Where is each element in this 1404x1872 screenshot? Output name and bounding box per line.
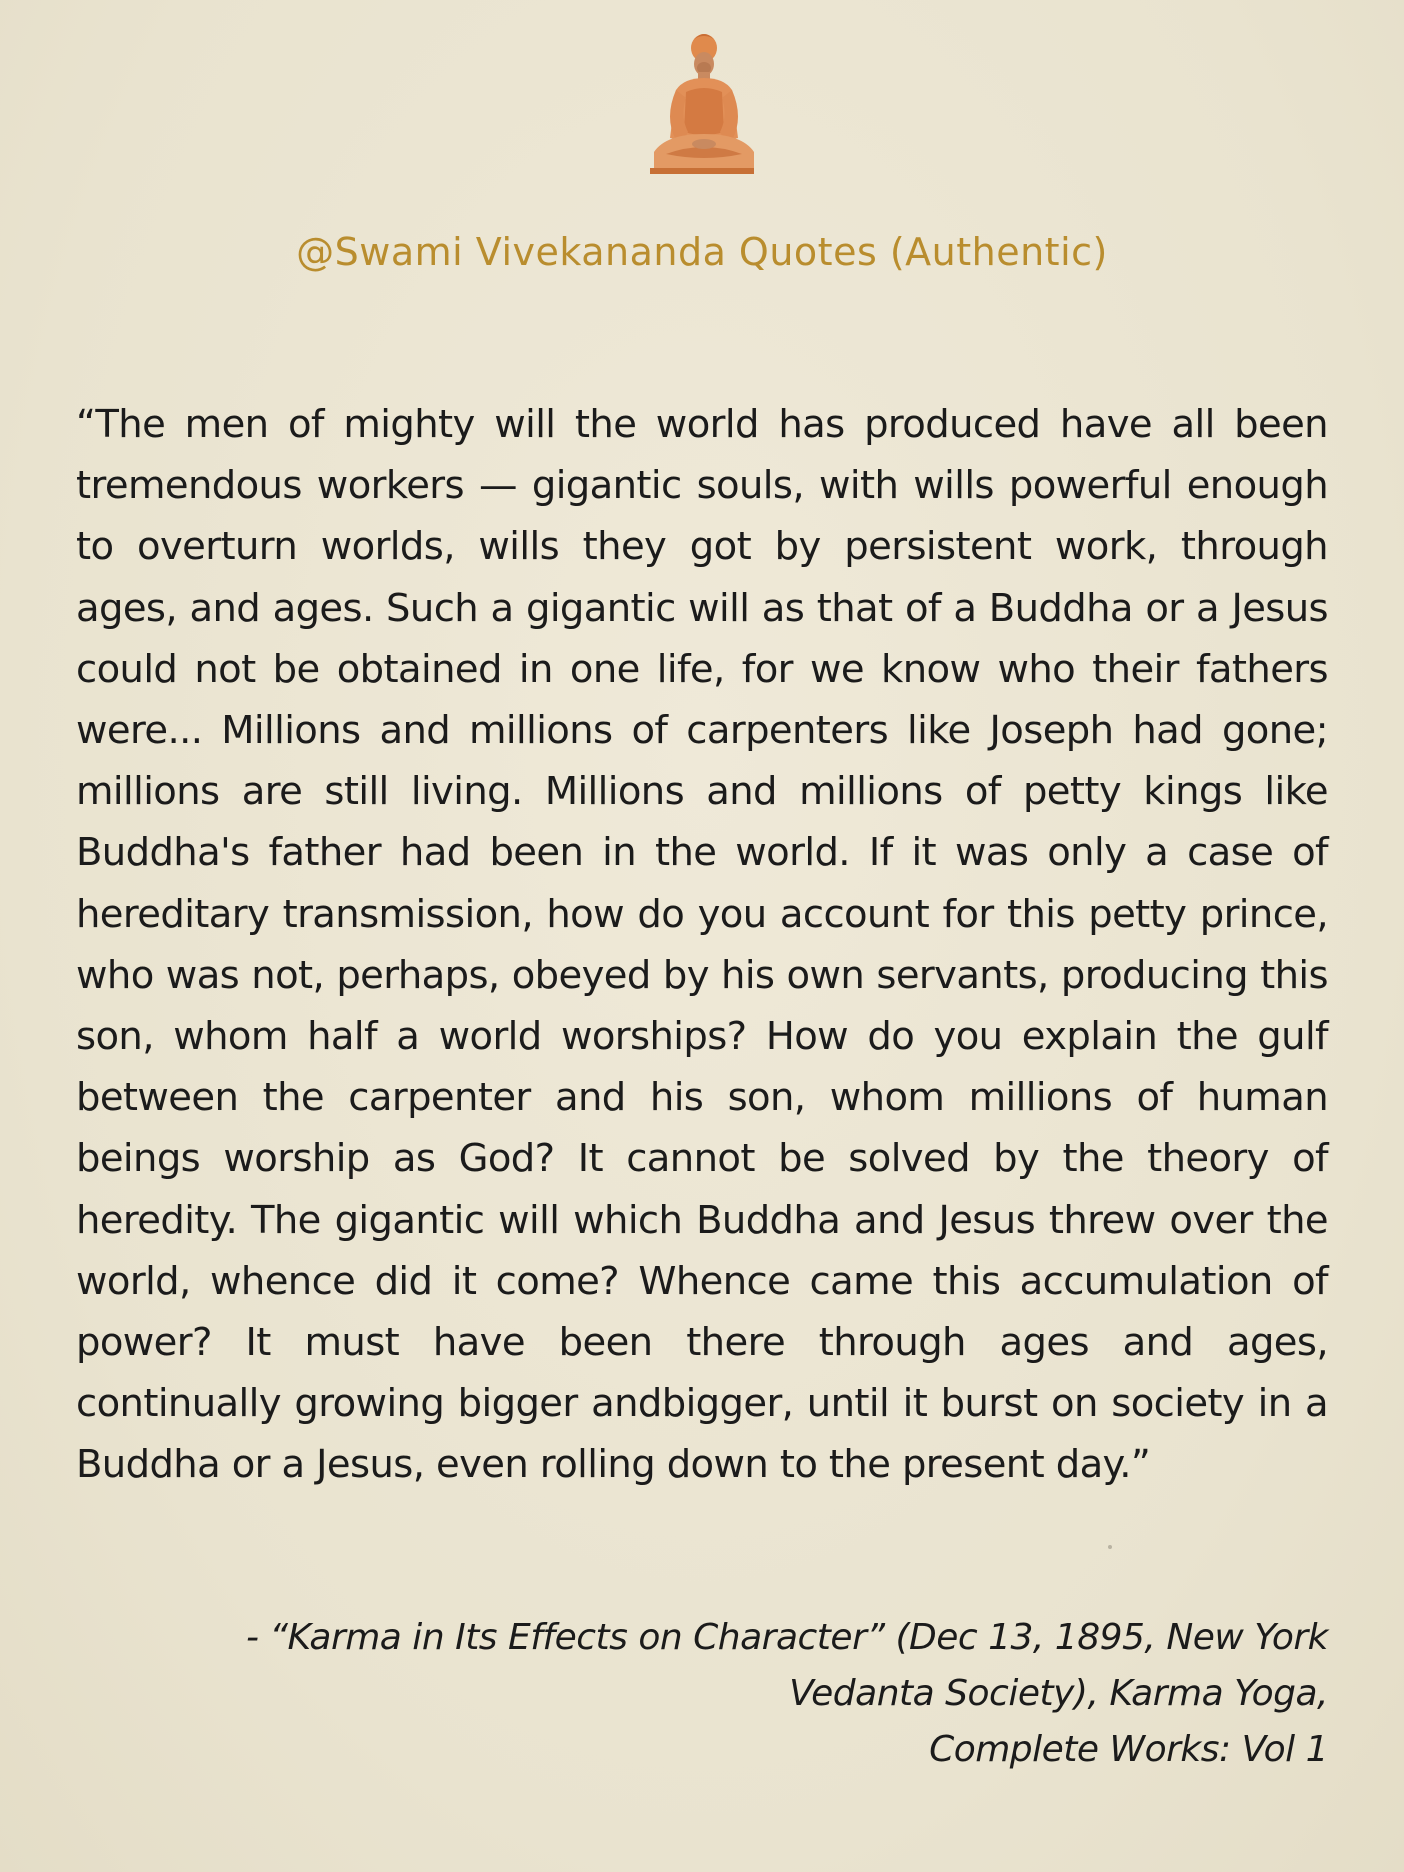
citation-line-2: Vedanta Society), Karma Yoga, (789, 1673, 1328, 1714)
citation (76, 1610, 1328, 1778)
channel-handle: @Swami Vivekananda Quotes (Authentic) (296, 230, 1108, 274)
seated-monk-portrait-icon (646, 28, 758, 176)
citation-line-3: Complete Works: Vol 1 (929, 1729, 1328, 1770)
quote-text: “The men of mighty will the world has produced have all been tremendous workers — gigantic souls, with wills powerful enough to overturn worlds, wills they got by persistent work, through ages, and ages. Such a gigantic will as that of a Buddha or a Jesus could not be obtained in one life, for we know who their fathers were... Millions and millions of carpenters like Joseph had gone; millions are still living. Millions and millions of petty kings like Buddha's father had been in the world. If it was only a case of hereditary transmission, how do you account for this petty prince, who was not, perhaps, obeyed by his own servants, producing this son, whom half a world worships? How do you explain the gulf between the carpenter and his son, whom millions of human beings worship as God? It cannot be solved by the theory of heredity. The gigantic will which Buddha and Jesus threw over the world, whence did it come? Whence came this accumulation of power? It must have been there through ages and ages, continually growing bigger andbigger, until it burst on society in a Buddha or a Jesus, even rolling down to the present day.” (76, 402, 1328, 1488)
citation-line-1: - “Karma in Its Effects on Character” (Dec 13, 1895, New York (245, 1617, 1328, 1658)
paper-speck (1108, 1545, 1112, 1549)
